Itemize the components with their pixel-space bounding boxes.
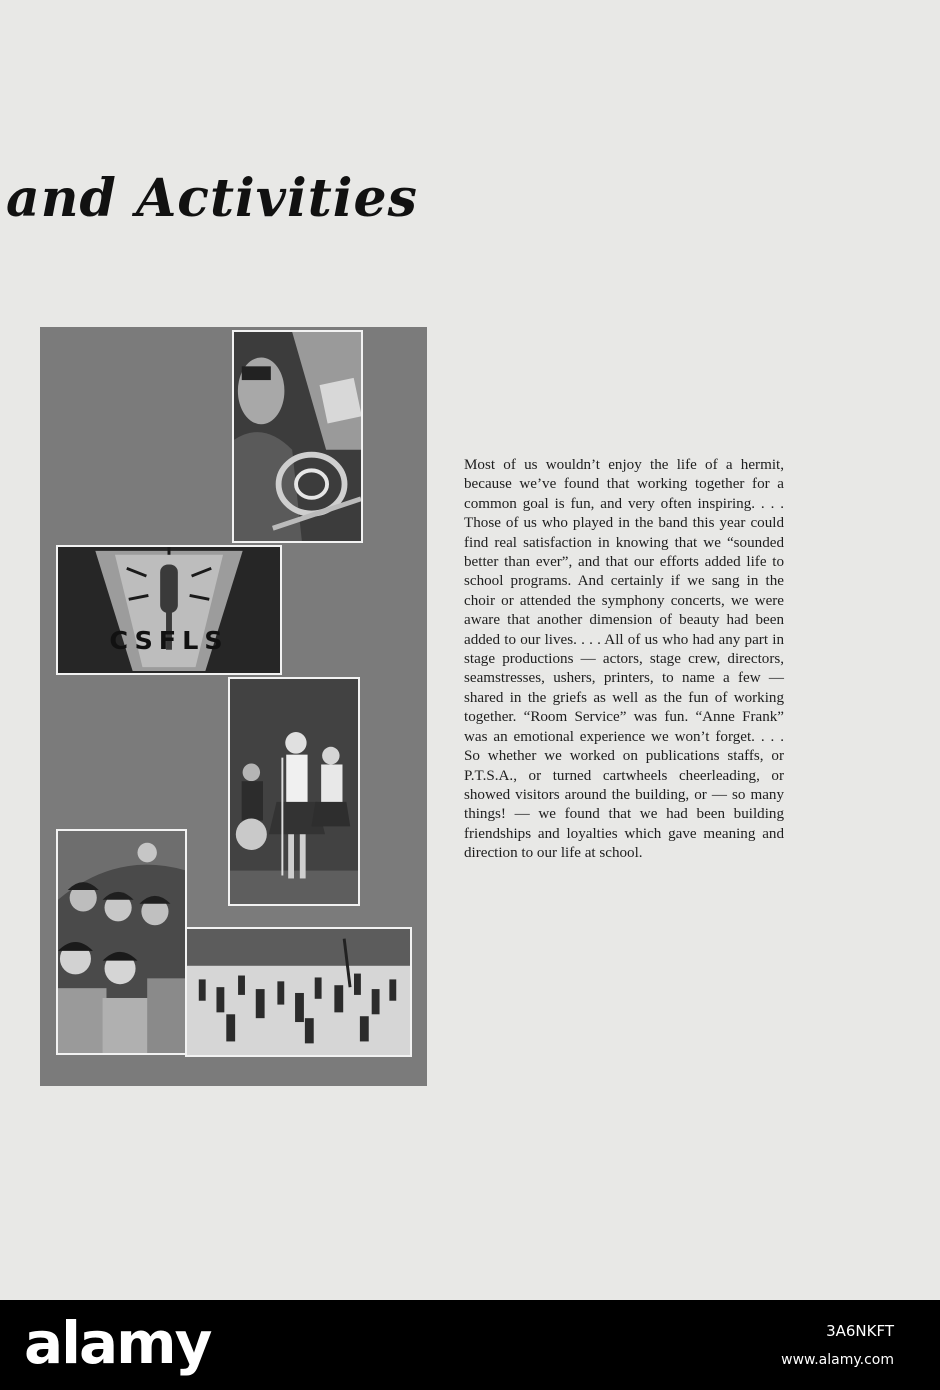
- photo-collage: [40, 327, 427, 1086]
- photo-choir: [56, 829, 187, 1055]
- watermark-footer: [0, 1300, 940, 1390]
- photo-csfls-banner: [56, 545, 282, 675]
- photo-band-horn-player: [232, 330, 363, 543]
- photo-stage-majorettes: [228, 677, 360, 906]
- image-id: 3A6NKFT: [826, 1322, 894, 1340]
- page-heading: and Activities: [6, 168, 418, 229]
- alamy-logo: alamy: [24, 1309, 211, 1377]
- body-paragraph: Most of us wouldn’t enjoy the life of a hermit, because we’ve found that working together for a common goal is fun, and very often inspiring. . . . Those of us who played in the band this year could find real satisfaction in knowing that we “sounded better than ever”, and that our efforts added life to school programs. And certainly if we sang in the choir or attended the symphony concerts, we were aware that another dimension of beauty had been added to our lives. . . . All of us who had any part in stage productions — actors, stage crew, directors, seamstresses, ushers, printers, to name a few — shared in the griefs as well as the fun of working together. “Room Service” was fun. “Anne Frank” was an emotional experience we won’t forget. . . . So whether we worked on publications staffs, or P.T.S.A., or turned cartwheels cheerleading, or showed visitors around the building, or — so many things! — we found that we had been building friendships and loyalties which gave meaning and direction to our life at school.: [464, 457, 784, 862]
- banner-letters: CSFLS: [109, 624, 229, 655]
- photo-snow-crowd: [185, 927, 412, 1057]
- site-url: www.alamy.com: [781, 1352, 894, 1368]
